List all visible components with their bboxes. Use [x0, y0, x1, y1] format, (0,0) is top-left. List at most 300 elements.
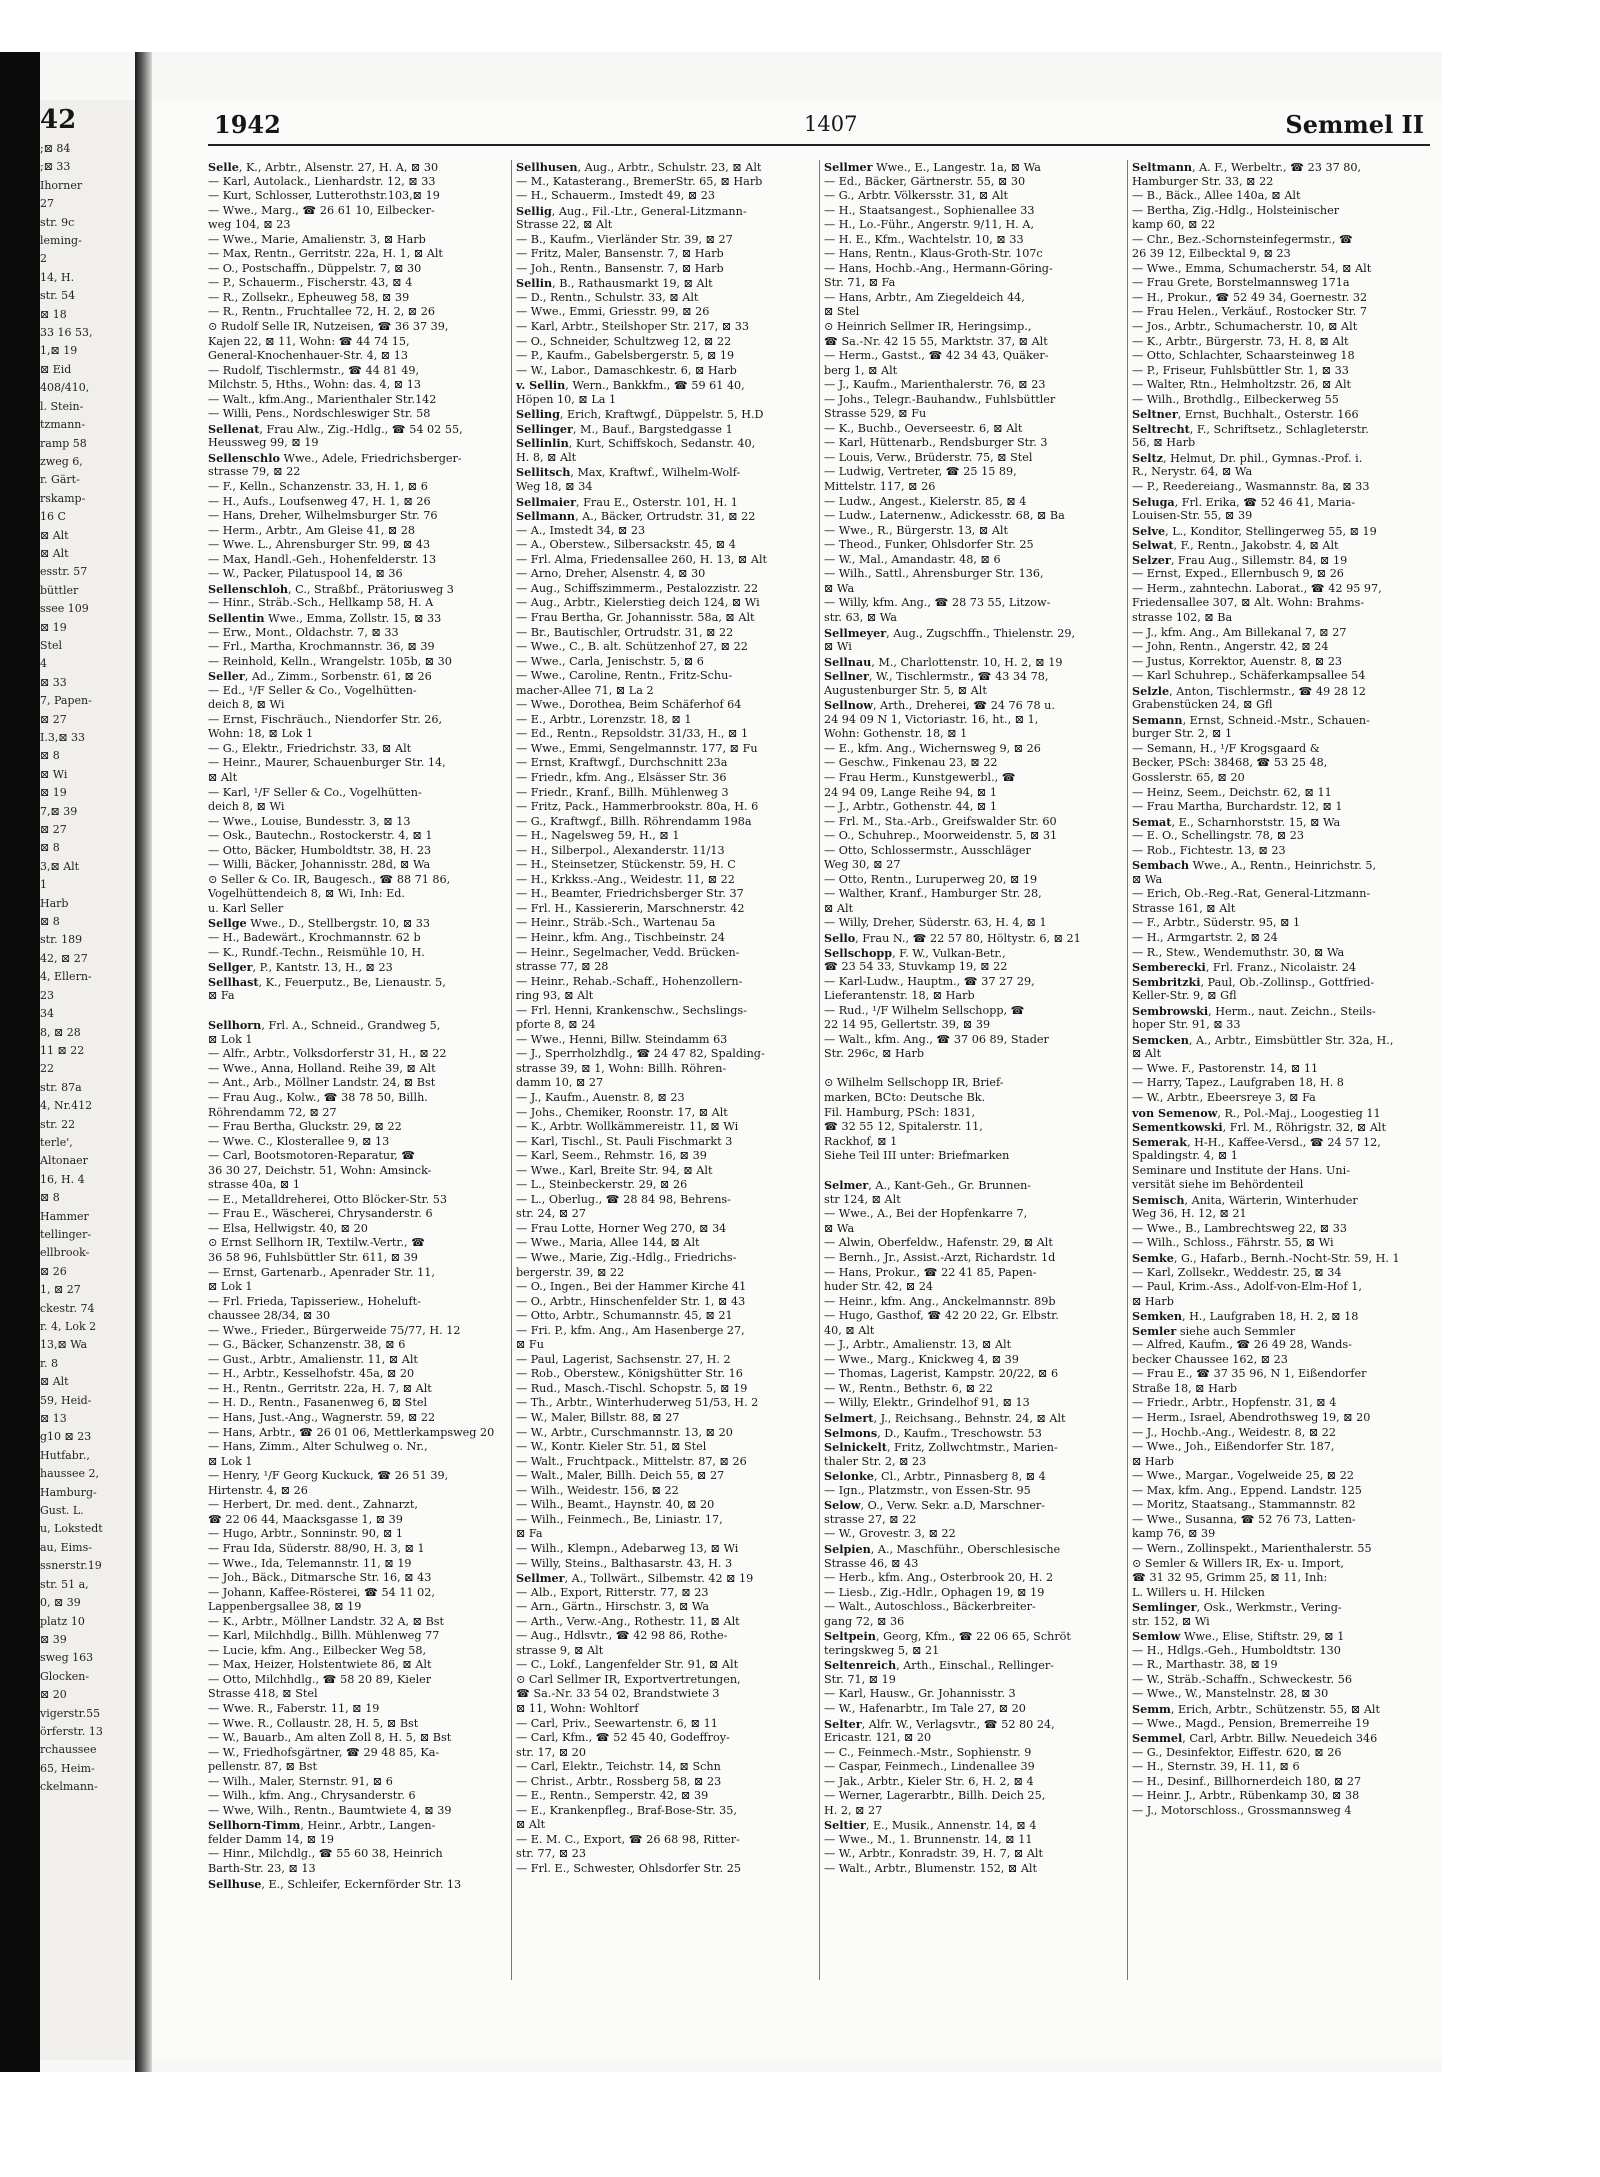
directory-column-2 [516, 160, 816, 2040]
directory-entry-line: — Karl, Seem., Rehmstr. 16, ⊠ 39 [516, 1149, 707, 1163]
directory-entry-line: — Wilh., kfm. Ang., Chrysanderstr. 6 [208, 1789, 416, 1803]
directory-entry-line: — Bertha, Zig.-Hdlg., Holsteinischer [1132, 203, 1340, 217]
previous-page-line: 11 ⊠ 22 [40, 1043, 85, 1057]
directory-entry-line: Strasse 418, ⊠ Stel [208, 1687, 318, 1701]
directory-entry-line: Selle, K., Arbtr., Alsenstr. 27, H. A, ⊠ 30 [208, 160, 439, 174]
directory-entry-line: — Kurt, Schlosser, Lutterothstr.103,⊠ 19 [208, 189, 440, 203]
directory-entry-line: — Willy, Steins., Balthasarstr. 43, H. 3 [516, 1556, 733, 1570]
column-divider [511, 160, 512, 1980]
directory-entry-line: — Rob., Fichtestr. 13, ⊠ 23 [1132, 843, 1286, 857]
previous-page-line: u, Lokstedt [40, 1522, 103, 1536]
directory-entry-line: 22 14 95, Gellertstr. 39, ⊠ 39 [824, 1018, 991, 1032]
previous-page-line: ⊠ 26 [40, 1264, 67, 1278]
directory-entry-line: — Ign., Platzmstr., von Essen-Str. 95 [824, 1483, 1031, 1497]
directory-entry-line: — Wwe., Carla, Jenischstr. 5, ⊠ 6 [516, 654, 704, 668]
directory-entry-line: — F., Kelln., Schanzenstr. 33, H. 1, ⊠ 6 [208, 480, 428, 494]
directory-entry-line: — Br., Bautischler, Ortrudstr. 31, ⊠ 22 [516, 625, 734, 639]
directory-entry-line: — P., Reedereiang., Wasmannstr. 8a, ⊠ 33 [1132, 480, 1370, 494]
directory-entry-line: damm 10, ⊠ 27 [516, 1076, 604, 1090]
surname-heading: Seltrecht [1132, 421, 1190, 436]
directory-entry-line: — Carl, Bootsmotoren-Reparatur, ☎ [208, 1149, 416, 1163]
previous-page-line: ssnerstr.19 [40, 1559, 102, 1573]
surname-heading: Semberecki [1132, 960, 1206, 975]
directory-entry-line: — Willy, kfm. Ang., ☎ 28 73 55, Litzow- [824, 596, 1051, 610]
directory-entry-line: Str. 71, ⊠ Fa [824, 276, 896, 290]
surname-heading: Sellner [824, 669, 869, 684]
directory-entry-line: Rackhof, ⊠ 1 [824, 1134, 898, 1148]
directory-page [152, 100, 1442, 2060]
directory-entry-line: — C., Lokf., Langenfelder Str. 91, ⊠ Alt [516, 1658, 739, 1672]
directory-entry-line: Selpien, A., Maschführ., Oberschlesische [824, 1541, 1061, 1556]
header-rule [208, 144, 1430, 146]
directory-entry-line: Weg 18, ⊠ 34 [516, 480, 593, 494]
directory-entry-line: — Hinr., Milchdlg., ☎ 55 60 38, Heinrich [208, 1847, 443, 1861]
directory-entry-line: — Hinr., Sträb.-Sch., Hellkamp 58, H. A [208, 596, 434, 610]
previous-page-line: ⊠ 8 [40, 1191, 60, 1205]
surname-heading: Seltier [824, 1818, 866, 1833]
directory-entry-line: — A., Oberstew., Silbersackstr. 45, ⊠ 4 [516, 538, 736, 552]
directory-entry-line: — J., Arbtr., Gothenstr. 44, ⊠ 1 [824, 800, 997, 814]
directory-entry-line: R., Nerystr. 64, ⊠ Wa [1132, 465, 1253, 479]
directory-entry-line: Fil. Hamburg, PSch: 1831, [824, 1105, 976, 1119]
directory-entry-line: — H., Prokur., ☎ 52 49 34, Goernestr. 32 [1132, 290, 1368, 304]
previous-page-line: ⊠ Alt [40, 1375, 69, 1389]
previous-page-line: ssee 109 [40, 602, 89, 616]
directory-entry-line: teringskweg 5, ⊠ 21 [824, 1643, 940, 1657]
directory-entry-line: — Heinz, Seem., Deichstr. 62, ⊠ 11 [1132, 785, 1332, 799]
directory-entry-line: Seller, Ad., Zimm., Sorbenstr. 61, ⊠ 26 [208, 669, 432, 684]
directory-entry-line: — Wwe., Henni, Billw. Steindamm 63 [516, 1032, 728, 1046]
directory-entry-line: Keller-Str. 9, ⊠ Gfl [1132, 989, 1237, 1003]
directory-entry-line: — Henry, ¹/F Georg Kuckuck, ☎ 26 51 39, [208, 1469, 449, 1483]
directory-entry-line: Selow, O., Verw. Sekr. a.D, Marschner- [824, 1498, 1046, 1513]
directory-entry-line: — Max, kfm. Ang., Eppend. Landstr. 125 [1132, 1483, 1362, 1497]
previous-page-line: Gust. L. [40, 1504, 84, 1518]
directory-entry-line: — Karl, Autolack., Lienhardstr. 12, ⊠ 33 [208, 174, 436, 188]
directory-entry-line: weg 104, ⊠ 23 [208, 218, 291, 232]
surname-heading: Sellmaier [516, 494, 577, 509]
previous-page-line: 65, Heim- [40, 1761, 95, 1775]
directory-entry-line: str. 17, ⊠ 20 [516, 1745, 586, 1759]
directory-entry-line: Selmons, D., Kaufm., Treschowstr. 53 [824, 1425, 1042, 1440]
directory-entry-line: — Hans, Dreher, Wilhelmsburger Str. 76 [208, 509, 438, 523]
directory-entry-line: — A., Imstedt 34, ⊠ 23 [516, 523, 646, 537]
directory-entry-line: — Ernst, Exped., Ellernbusch 9, ⊠ 26 [1132, 567, 1344, 581]
previous-page-line: 1 [40, 878, 47, 892]
directory-entry-line: ⊠ Stel [824, 305, 860, 319]
previous-page-line: 34 [40, 1007, 54, 1021]
directory-entry-line: ⊠ Harb [1132, 1294, 1174, 1308]
directory-entry-line: — H., Desinf., Billhornerdeich 180, ⊠ 27 [1132, 1774, 1362, 1788]
directory-entry-line: Kajen 22, ⊠ 11, Wohn: ☎ 44 74 15, [208, 334, 410, 348]
surname-heading: Selmons [824, 1425, 878, 1440]
surname-heading: Sellinlin [516, 436, 569, 451]
directory-entry-line: — K., Buchb., Oeverseestr. 6, ⊠ Alt [824, 421, 1023, 435]
directory-entry-line [824, 1164, 1124, 1179]
directory-entry-line: — Arth., Verw.-Ang., Rothestr. 11, ⊠ Alt [516, 1614, 740, 1628]
directory-entry-line: ⊠ Lok 1 [208, 1454, 253, 1468]
directory-entry-line: — W., Rentn., Bethstr. 6, ⊠ 22 [824, 1381, 993, 1395]
surname-heading: Sello [824, 930, 856, 945]
directory-entry-line: ⊠ Harb [1132, 1454, 1174, 1468]
previous-page-line: ⊠ 8 [40, 841, 60, 855]
directory-entry-line: — Th., Arbtr., Winterhuderweg 51/53, H. 2 [516, 1396, 759, 1410]
directory-entry-line: — Wwe., Susanna, ☎ 52 76 73, Latten- [1132, 1512, 1356, 1526]
directory-entry-line: — Ernst, Fischräuch., Niendorfer Str. 26, [208, 712, 443, 726]
directory-entry-line: Sellinlin, Kurt, Schiffskoch, Sedanstr. 40, [516, 436, 756, 451]
directory-entry-line: — Wilh., Weidestr. 156, ⊠ 22 [516, 1483, 679, 1497]
surname-heading: Seltenreich [824, 1658, 897, 1673]
directory-entry-line: 24 94 09 N 1, Victoriastr. 16, ht., ⊠ 1, [824, 712, 1039, 726]
directory-entry-line: — Frau Aug., Kolw., ☎ 38 78 50, Billh. [208, 1091, 428, 1104]
directory-entry-line: Semmel, Carl, Arbtr. Billw. Neuedeich 346 [1132, 1731, 1378, 1746]
previous-page-line: zweg 6, [40, 454, 83, 468]
surname-heading: Sellschopp [824, 945, 893, 960]
directory-entry-line: ⊠ Lok 1 [208, 1280, 253, 1294]
directory-entry-line: — E., Metalldreherei, Otto Blöcker-Str. 53 [208, 1192, 448, 1206]
directory-entry-line: — H., Armgartstr. 2, ⊠ 24 [1132, 930, 1278, 944]
directory-entry-line: Sellhorn, Frl. A., Schneid., Grandweg 5, [208, 1018, 441, 1033]
directory-entry-line: Grabenstücken 24, ⊠ Gfl [1132, 698, 1273, 712]
directory-entry-line: strasse 39, ⊠ 1, Wohn: Billh. Röhren- [516, 1061, 727, 1075]
directory-entry-line: — Hans, Arbtr., ☎ 26 01 06, Mettlerkampsweg 20 [208, 1425, 495, 1439]
directory-entry-line: — C., Feinmech.-Mstr., Sophienstr. 9 [824, 1745, 1032, 1759]
directory-entry-line: Sellhorn-Timm, Heinr., Arbtr., Langen- [208, 1818, 436, 1833]
directory-entry-line: — Walt., kfm.Ang., Marienthaler Str.142 [208, 392, 437, 406]
directory-entry-line: — W., Arbtr., Ebeersreye 3, ⊠ Fa [1132, 1091, 1316, 1104]
directory-entry-line: — Walt., Autoschloss., Bäckerbreiter- [824, 1600, 1036, 1614]
scan-top-margin [0, 0, 1600, 52]
directory-entry-line: — H., Badewärt., Krochmannstr. 62 b [208, 930, 421, 944]
previous-page-line: 408/410, [40, 381, 90, 395]
previous-page-line: Hutfabr., [40, 1448, 90, 1462]
directory-entry-line: — E., kfm. Ang., Wichernsweg 9, ⊠ 26 [824, 741, 1041, 755]
directory-entry-line: — Wwe., Margar., Vogelweide 25, ⊠ 22 [1132, 1469, 1354, 1483]
directory-entry-line: — Alb., Export, Ritterstr. 77, ⊠ 23 [516, 1585, 709, 1599]
previous-page-lines [40, 140, 135, 1797]
previous-page-line: ⊠ 18 [40, 307, 67, 321]
previous-page-line: Hamburg- [40, 1485, 97, 1499]
directory-entry-line: — Ludw., Laternenw., Adickesstr. 68, ⊠ Ba [824, 509, 1065, 523]
directory-entry-line: — H., Rentn., Gerritstr. 22a, H. 7, ⊠ Alt [208, 1381, 432, 1395]
previous-page-line: ⊠ 33 [40, 675, 67, 689]
directory-entry-line: — Frau E., Wäscherei, Chrysanderstr. 6 [208, 1207, 433, 1221]
directory-entry-line: — Frau Bertha, Gr. Johannisstr. 58a, ⊠ Alt [516, 610, 755, 624]
directory-entry-line: Sellhast, K., Feuerputz., Be, Lienaustr. 5, [208, 974, 446, 989]
directory-entry-line: — Otto, Rentn., Luruperweg 20, ⊠ 19 [824, 872, 1038, 886]
directory-entry-line: — Moritz, Staatsang., Stammannstr. 82 [1132, 1498, 1356, 1512]
directory-entry-line: Barth-Str. 23, ⊠ 13 [208, 1861, 316, 1875]
directory-entry-line: Sellmer, A., Tollwärt., Silbemstr. 42 ⊠ 19 [516, 1571, 754, 1586]
directory-entry-line: Selmert, J., Reichsang., Behnstr. 24, ⊠ Alt [824, 1411, 1066, 1426]
directory-entry-line: — W., Arbtr., Konradstr. 39, H. 7, ⊠ Alt [824, 1847, 1043, 1861]
directory-entry-line: Sellmaier, Frau E., Osterstr. 101, H. 1 [516, 494, 738, 509]
directory-entry-line: — Caspar, Feinmech., Lindenallee 39 [824, 1760, 1035, 1774]
directory-entry-line: — R., Stew., Wendemuthstr. 30, ⊠ Wa [1132, 945, 1345, 959]
directory-entry-line: — Elsa, Hellwigstr. 40, ⊠ 20 [208, 1221, 368, 1235]
directory-entry-line: — Wwe., Emmi, Sengelmannstr. 177, ⊠ Fu [516, 741, 758, 755]
directory-entry-line: — Wern., Zollinspekt., Marienthalerstr. 55 [1132, 1541, 1372, 1555]
previous-page-line: Hammer [40, 1209, 89, 1223]
directory-entry-line: — Otto, Arbtr., Schumannstr. 45, ⊠ 21 [516, 1309, 733, 1323]
directory-entry-line: kamp 60, ⊠ 22 [1132, 218, 1216, 232]
directory-entry-line: — Frau Helen., Verkäuf., Rostocker Str. 7 [1132, 305, 1368, 319]
directory-entry-line: — Frl. Frieda, Tapisseriew., Hoheluft- [208, 1294, 421, 1308]
directory-entry-line: Selling, Erich, Kraftwgf., Düppelstr. 5, H.D [516, 407, 764, 422]
previous-page-line: ⊠ 39 [40, 1632, 67, 1646]
directory-entry-line: — P., Schauerm., Fischerstr. 43, ⊠ 4 [208, 276, 413, 290]
directory-entry-line: Weg 36, H. 12, ⊠ 21 [1132, 1207, 1247, 1221]
previous-page-line: ⊠ 19 [40, 620, 67, 634]
directory-entry-line: — Wilh., Feinmech., Be, Liniastr. 17, [516, 1512, 723, 1526]
directory-entry-line: — Friedr., kfm. Ang., Elsässer Str. 36 [516, 770, 727, 784]
directory-entry-line: — Chr., Bez.-Schornsteinfegermstr., ☎ [1132, 232, 1353, 246]
directory-entry-line: Wohn: Gothenstr. 18, ⊠ 1 [824, 727, 968, 741]
directory-entry-line: — O., Schuhrep., Moorweidenstr. 5, ⊠ 31 [824, 829, 1058, 843]
directory-entry-line: thaler Str. 2, ⊠ 23 [824, 1454, 927, 1468]
directory-entry-line: — W., Arbtr., Curschmannstr. 13, ⊠ 20 [516, 1425, 733, 1439]
directory-entry-line: ⊠ Alt [824, 901, 854, 915]
previous-page-edge [40, 100, 135, 2060]
directory-entry-line: — Ludwig, Vertreter, ☎ 25 15 89, [824, 465, 1017, 479]
previous-page-line: ⊠ 20 [40, 1688, 67, 1702]
directory-entry-line: — E., Rentn., Semperstr. 42, ⊠ 39 [516, 1789, 709, 1803]
directory-entry-line: Semerak, H-H., Kaffee-Versd., ☎ 24 57 12, [1132, 1134, 1381, 1149]
directory-entry-line: Selzle, Anton, Tischlermstr., ☎ 49 28 12 [1132, 683, 1366, 698]
directory-entry-line: — O., Postschaffn., Düppelstr. 7, ⊠ 30 [208, 261, 422, 275]
directory-entry-line: gang 72, ⊠ 36 [824, 1614, 905, 1628]
directory-entry-line: — E., Krankenpfleg., Braf-Bose-Str. 35, [516, 1803, 737, 1817]
directory-entry-line: pellenstr. 87, ⊠ Bst [208, 1760, 317, 1774]
directory-entry-line: — W., Maler, Billstr. 88, ⊠ 27 [516, 1411, 680, 1425]
surname-heading: Selmert [824, 1411, 874, 1426]
directory-entry-line: — Frau Bertha, Gluckstr. 29, ⊠ 22 [208, 1120, 402, 1134]
directory-entry-line: — O., Schneider, Schultzweg 12, ⊠ 22 [516, 334, 732, 348]
directory-entry-line: — E. O., Schellingstr. 78, ⊠ 23 [1132, 829, 1305, 843]
directory-entry-line: — Wwe., W., Manstelnstr. 28, ⊠ 30 [1132, 1687, 1329, 1701]
previous-page-line: str. 54 [40, 289, 76, 303]
column-divider [1127, 160, 1128, 1980]
directory-entry-line: — H., Beamter, Friedrichsberger Str. 37 [516, 887, 744, 901]
directory-entry-line: — K., Arbtr. Wollkämmereistr. 11, ⊠ Wi [516, 1120, 739, 1134]
directory-entry-line: — Fritz, Pack., Hammerbrookstr. 80a, H. 6 [516, 800, 759, 814]
directory-entry-line: Str. 71, ⊠ 19 [824, 1672, 896, 1686]
directory-entry-line: — Wwe. R., Collaustr. 28, H. 5, ⊠ Bst [208, 1716, 419, 1730]
previous-page-line: ⊠ 8 [40, 749, 60, 763]
directory-entry-line: — Herm., Gastst., ☎ 42 34 43, Quäker- [824, 349, 1049, 363]
directory-entry-line: — Wilh., Beamt., Haynstr. 40, ⊠ 20 [516, 1498, 715, 1512]
directory-entry-line: — H., Arbtr., Kesselhofstr. 45a, ⊠ 20 [208, 1367, 415, 1381]
header-year: 1942 [214, 110, 281, 139]
previous-page-line: ⊠ 8 [40, 915, 60, 929]
directory-entry-line: Sellschopp, F. W., Vulkan-Betr., [824, 945, 1006, 960]
directory-entry-line: — H., Aufs., Loufsenweg 47, H. 1, ⊠ 26 [208, 494, 431, 508]
directory-entry-line: — Frau Ida, Süderstr. 88/90, H. 3, ⊠ 1 [208, 1541, 425, 1555]
directory-entry-line: — Wwe., Karl, Breite Str. 94, ⊠ Alt [516, 1163, 713, 1177]
directory-entry-line: — H., Sternstr. 39, H. 11, ⊠ 6 [1132, 1760, 1300, 1774]
directory-entry-line: — B., Bäck., Allee 140a, ⊠ Alt [1132, 189, 1301, 203]
directory-entry-line: Strasse 46, ⊠ 43 [824, 1556, 919, 1570]
directory-entry-line: burger Str. 2, ⊠ 1 [1132, 727, 1233, 741]
directory-entry-line: ⊙ Rudolf Selle IR, Nutzeisen, ☎ 36 37 39, [208, 320, 449, 334]
directory-entry-line: — Gust., Arbtr., Amalienstr. 11, ⊠ Alt [208, 1352, 418, 1366]
directory-entry-line: ⊙ Semler & Willers IR, Ex- u. Import, [1132, 1556, 1344, 1570]
previous-page-line: 0, ⊠ 39 [40, 1596, 81, 1610]
directory-column-3 [824, 160, 1124, 2040]
directory-entry-line: — Willy, Dreher, Süderstr. 63, H. 4, ⊠ 1 [824, 916, 1047, 930]
surname-heading: Selter [824, 1716, 862, 1731]
directory-entry-line: — D., Rentn., Schulstr. 33, ⊠ Alt [516, 290, 699, 304]
directory-entry-line: — Wilh., Maler, Sternstr. 91, ⊠ 6 [208, 1774, 393, 1788]
directory-entry-line: Hamburger Str. 33, ⊠ 22 [1132, 174, 1274, 188]
surname-heading: Semann [1132, 712, 1183, 727]
directory-entry-line: — Wwe., Louise, Bundesstr. 3, ⊠ 13 [208, 814, 411, 828]
directory-entry-line: — L., Oberlug., ☎ 28 84 98, Behrens- [516, 1192, 731, 1206]
directory-entry-line: Semler siehe auch Semmler [1132, 1323, 1296, 1338]
directory-entry-line: — Semann, H., ¹/F Krogsgaard & [1132, 741, 1320, 755]
directory-entry-line: — Willi, Pens., Nordschleswiger Str. 58 [208, 407, 431, 421]
directory-entry-line: — K., Arbtr., Möllner Landstr. 32 A, ⊠ Bst [208, 1614, 445, 1628]
directory-entry-line: — Rudolf, Tischlermstr., ☎ 44 81 49, [208, 363, 419, 377]
directory-entry-line: Hirtenstr. 4, ⊠ 26 [208, 1483, 308, 1497]
directory-entry-line: Sellmeyer, Aug., Zugschffn., Thielenstr. 29, [824, 625, 1076, 640]
directory-entry-line: von Semenow, R., Pol.-Maj., Loogestieg 11 [1132, 1105, 1381, 1120]
directory-entry-line: — Harry, Tapez., Laufgraben 18, H. 8 [1132, 1076, 1344, 1090]
previous-page-line: g10 ⊠ 23 [40, 1430, 92, 1444]
previous-page-line: ⊠ Alt [40, 528, 69, 542]
previous-page-line: r. Gärt- [40, 473, 80, 487]
directory-entry-line: Sellhusen, Aug., Arbtr., Schulstr. 23, ⊠ Alt [516, 160, 762, 174]
directory-entry-line: — H., Lo.-Führ., Angerstr. 9/11, H. A, [824, 218, 1035, 232]
directory-entry-line: — Ed., Rentn., Repsoldstr. 31/33, H., ⊠ 1 [516, 727, 749, 741]
directory-entry-line: — Heinr., Rehab.-Schaff., Hohenzollern- [516, 974, 743, 988]
directory-entry-line: — Osk., Bautechn., Rostockerstr. 4, ⊠ 1 [208, 829, 433, 843]
directory-entry-line: Siehe Teil III unter: Briefmarken [824, 1149, 1010, 1163]
directory-entry-line: — Hugo, Gasthof, ☎ 42 20 22, Gr. Elbstr. [824, 1309, 1059, 1323]
directory-entry-line: — O., Arbtr., Hinschenfelder Str. 1, ⊠ 43 [516, 1294, 746, 1308]
directory-entry-line: 36 58 96, Fuhlsbüttler Str. 611, ⊠ 39 [208, 1251, 418, 1265]
directory-entry-line: — G., Elektr., Friedrichstr. 33, ⊠ Alt [208, 741, 412, 755]
directory-entry-line: — Hans, Zimm., Alter Schulweg o. Nr., [208, 1440, 428, 1454]
directory-entry-line: — Lucie, kfm. Ang., Eilbecker Weg 58, [208, 1643, 427, 1657]
directory-entry-line: Sellnau, M., Charlottenstr. 10, H. 2, ⊠ 19 [824, 654, 1063, 669]
surname-heading: Sellmer [824, 160, 873, 174]
directory-entry-line: Semann, Ernst, Schneid.-Mstr., Schauen- [1132, 712, 1370, 727]
previous-page-line: I.3,⊠ 33 [40, 731, 86, 744]
directory-entry-line: — Wwe., Magd., Pension, Bremerreihe 19 [1132, 1716, 1370, 1730]
surname-heading: Semlinger [1132, 1600, 1197, 1615]
directory-entry-line: strasse 102, ⊠ Ba [1132, 610, 1233, 624]
previous-page-line: 7,⊠ 39 [40, 804, 78, 818]
surname-heading: Semmel [1132, 1731, 1183, 1746]
directory-entry-line: — Wwe., Caroline, Rentn., Fritz-Schu- [516, 669, 733, 683]
directory-entry-line: — E. M. C., Export, ☎ 26 68 98, Ritter- [516, 1832, 740, 1846]
surname-heading: Seltpein [824, 1629, 876, 1644]
directory-entry-line: — Paul, Lagerist, Sachsenstr. 27, H. 2 [516, 1352, 731, 1366]
previous-page-line: 4, Ellern- [40, 970, 92, 984]
directory-entry-line: — Aug., Arbtr., Kielerstieg deich 124, ⊠ Wi [516, 596, 760, 610]
directory-entry-line: ⊠ 11, Wohn: Wohltorf [516, 1701, 639, 1715]
directory-entry-line: Selve, L., Konditor, Stellingerweg 55, ⊠ 19 [1132, 523, 1377, 538]
directory-entry-line [824, 1062, 1124, 1077]
directory-entry-line: — Wwe., Joh., Eißendorfer Str. 187, [1132, 1440, 1335, 1454]
directory-entry-line: — J., Motorschloss., Grossmannsweg 4 [1132, 1803, 1352, 1817]
directory-entry-line: Selonke, Cl., Arbtr., Pinnasberg 8, ⊠ 4 [824, 1469, 1046, 1484]
directory-entry-line: ☎ 22 06 44, Maacksgasse 1, ⊠ 39 [208, 1512, 403, 1526]
directory-entry-line: — Frl. Henni, Krankenschw., Sechslings- [516, 1003, 747, 1017]
previous-page-line: vigerstr.55 [40, 1706, 101, 1720]
directory-entry-line: Semlinger, Osk., Werkmstr., Vering- [1132, 1600, 1342, 1615]
directory-entry-line: felder Damm 14, ⊠ 19 [208, 1832, 334, 1846]
directory-entry-line: 26 39 12, Eilbecktal 9, ⊠ 23 [1132, 247, 1291, 261]
directory-entry-line: marken, BCto: Deutsche Bk. [824, 1091, 986, 1104]
directory-entry-line: — Wwe., Emmi, Griesstr. 99, ⊠ 26 [516, 305, 710, 319]
directory-entry-line: — Theod., Funker, Ohlsdorfer Str. 25 [824, 538, 1034, 552]
directory-entry-line: deich 8, ⊠ Wi [208, 800, 285, 814]
directory-entry-line: Strasse 529, ⊠ Fu [824, 407, 927, 421]
directory-entry-line: str. 24, ⊠ 27 [516, 1207, 586, 1221]
directory-entry-line: — Johs., Chemiker, Roonstr. 17, ⊠ Alt [516, 1105, 728, 1119]
surname-heading: Semat [1132, 814, 1172, 829]
directory-entry-line: — W., Grovestr. 3, ⊠ 22 [824, 1527, 956, 1541]
directory-entry-line: — Frl. H., Kassiererin, Marschnerstr. 42 [516, 901, 745, 915]
directory-entry-line: strasse 27, ⊠ 22 [824, 1512, 917, 1526]
directory-entry-line: Str. 296c, ⊠ Harb [824, 1047, 924, 1061]
directory-entry-line: — H., Silberpol., Alexanderstr. 11/13 [516, 843, 725, 857]
directory-entry-line: — P., Friseur, Fuhlsbüttler Str. 1, ⊠ 33 [1132, 363, 1349, 377]
directory-entry-line: bergerstr. 39, ⊠ 22 [516, 1265, 625, 1279]
previous-page-line: ⊠ Eid [40, 362, 72, 376]
directory-entry-line: Augustenburger Str. 5, ⊠ Alt [824, 683, 987, 697]
directory-entry-line: — Frl. E., Schwester, Ohlsdorfer Str. 25 [516, 1861, 742, 1875]
directory-entry-line: — Walt., Arbtr., Blumenstr. 152, ⊠ Alt [824, 1861, 1038, 1875]
directory-entry-line: — G., Arbtr. Völkersstr. 31, ⊠ Alt [824, 189, 1009, 203]
surname-heading: Selonke [824, 1469, 874, 1484]
directory-entry-line: — Wwe., B., Lambrechtsweg 22, ⊠ 33 [1132, 1221, 1347, 1235]
surname-heading: Selve [1132, 523, 1166, 538]
directory-entry-line: ☎ 31 32 95, Grimm 25, ⊠ 11, Inh: [1132, 1571, 1328, 1585]
directory-entry-line: — Alwin, Oberfeldw., Hafenstr. 29, ⊠ Alt [824, 1236, 1053, 1250]
surname-heading: Semke [1132, 1251, 1174, 1266]
directory-entry-line: — Wwe. F., Pastorenstr. 14, ⊠ 11 [1132, 1061, 1319, 1075]
directory-entry-line: — Hans, Prokur., ☎ 22 41 85, Papen- [824, 1265, 1037, 1279]
directory-entry-line: — W., Mal., Amandastr. 48, ⊠ 6 [824, 552, 1001, 566]
directory-entry-line: — Hans, Hochb.-Ang., Hermann-Göring- [824, 261, 1053, 275]
directory-entry-line: Milchstr. 5, Hths., Wohn: das. 4, ⊠ 13 [208, 378, 421, 392]
directory-entry-line: Seltenreich, Arth., Einschal., Rellinger- [824, 1658, 1054, 1673]
surname-heading: Sellenschlo [208, 450, 280, 465]
directory-entry-line: Friedensallee 307, ⊠ Alt. Wohn: Brahms- [1132, 596, 1365, 610]
surname-heading: Sembrowski [1132, 1003, 1209, 1018]
directory-entry-line: — Max, Handl.-Geh., Hohenfelderstr. 13 [208, 552, 437, 566]
directory-entry-line: — Rob., Oberstew., Königshütter Str. 16 [516, 1367, 743, 1381]
directory-entry-line: — Walt., kfm. Ang., ☎ 37 06 89, Stader [824, 1032, 1049, 1046]
directory-entry-line: — J., Hochb.-Ang., Weidestr. 8, ⊠ 22 [1132, 1425, 1337, 1439]
directory-entry-line: — Frau Lotte, Horner Weg 270, ⊠ 34 [516, 1221, 727, 1235]
directory-entry-line: — K., Arbtr., Bürgerstr. 73, H. 8, ⊠ Alt [1132, 334, 1349, 348]
directory-entry-line: Seltz, Helmut, Dr. phil., Gymnas.-Prof. i. [1132, 450, 1363, 465]
directory-entry-line: Spaldingstr. 4, ⊠ 1 [1132, 1149, 1238, 1163]
directory-entry-line: — Aug., Hdlsvtr., ☎ 42 98 86, Rothe- [516, 1629, 728, 1643]
directory-entry-line: — Ant., Arb., Möllner Landstr. 24, ⊠ Bst [208, 1076, 436, 1090]
directory-entry-line: str. 63, ⊠ Wa [824, 610, 897, 624]
directory-entry-line: Sello, Frau N., ☎ 22 57 80, Höltystr. 6, ⊠ 21 [824, 930, 1081, 945]
directory-entry-line: — Wwe., Marie, Zig.-Hdlg., Friedrichs- [516, 1251, 737, 1265]
directory-entry-line: ⊠ Fa [208, 989, 235, 1003]
directory-entry-line: ⊙ Heinrich Sellmer IR, Heringsimp., [824, 320, 1032, 334]
previous-page-header: 42 [40, 105, 77, 135]
directory-entry-line: — Wwe. L., Ahrensburger Str. 99, ⊠ 43 [208, 538, 431, 552]
